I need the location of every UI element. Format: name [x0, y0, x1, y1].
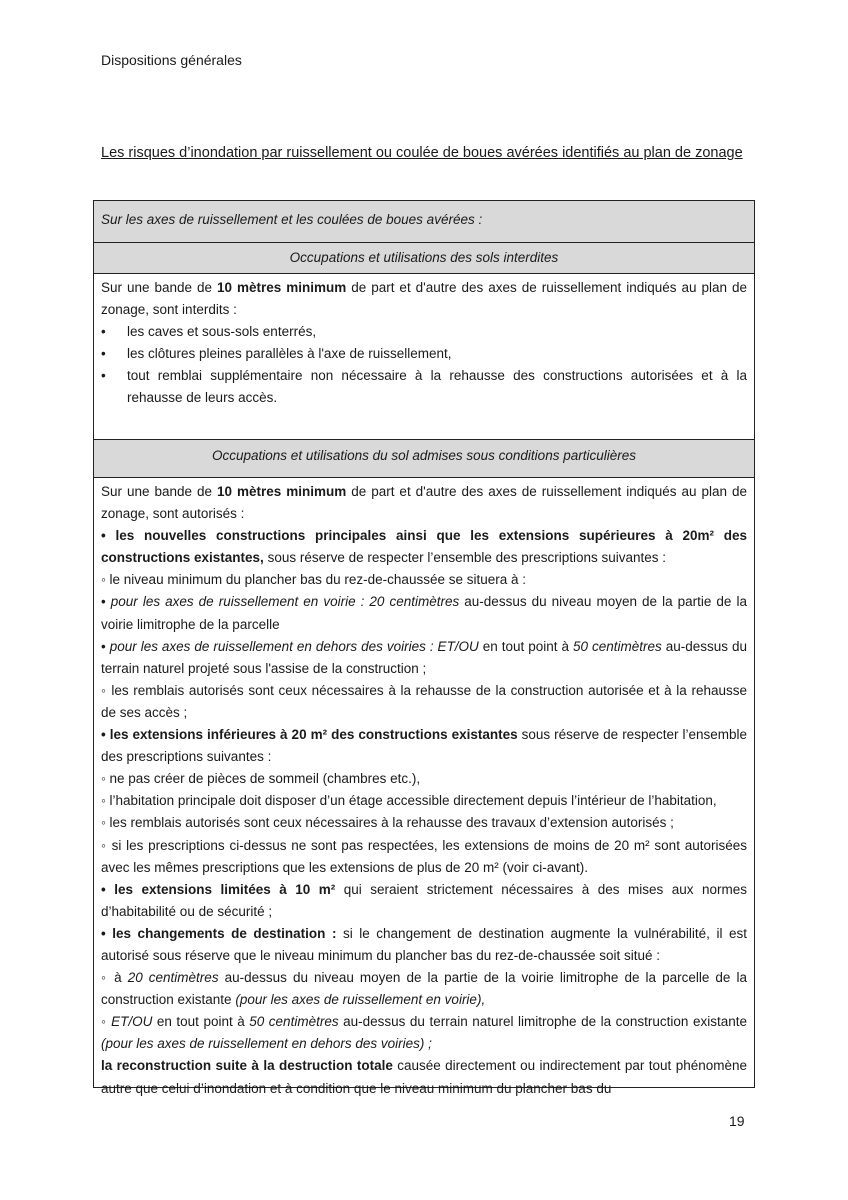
paragraph: ◦ à 20 centimètres au-dessus du niveau moyen de la partie de la voirie limitrophe de la parcelle de la construction existante (pour les axes de ruissellement en voirie),: [101, 970, 748, 1008]
paragraph: ◦ si les prescriptions ci-dessus ne sont pas respectées, les extensions de moins de 20 m² sont autorisées avec les mêmes prescriptions que les extensions de plus de 20 m² (voir ci-avant).: [101, 837, 747, 875]
regulation-table: [93, 200, 755, 1096]
bullet-icon: •: [101, 368, 106, 384]
bullet-icon: •: [101, 346, 106, 362]
paragraph: ◦ les remblais autorisés sont ceux nécessaires à la rehausse de la construction autorisée et à la rehausse de ses accès ;: [101, 682, 747, 720]
paragraph: ◦ ne pas créer de pièces de sommeil (chambres etc.),: [101, 771, 421, 787]
paragraph: • les changements de destination : si le changement de destination augmente la vulnérabilité, il est autorisé sous réserve que le niveau minimum du plancher bas du rez-de-chaussée soit situé :: [101, 925, 747, 963]
allowed-header: Occupations et utilisations du sol admises sous conditions particulières: [94, 439, 754, 478]
allowed-cell: [94, 478, 754, 1100]
paragraph: ◦ le niveau minimum du plancher bas du rez-de-chaussée se situera à :: [101, 572, 527, 588]
paragraph: • les extensions limitées à 10 m² qui seraient strictement nécessaires à des mises aux normes d’habitabilité ou de sécurité ;: [101, 881, 747, 919]
list-item: • les caves et sous-sols enterrés,: [101, 321, 747, 343]
paragraph: • pour les axes de ruissellement en voirie : 20 centimètres au-dessus du niveau moyen de la partie de la voirie limitrophe de la parcelle: [101, 594, 747, 632]
forbidden-intro: Sur une bande de 10 mètres minimum de part et d'autre des axes de ruissellement indiqués au plan de zonage, sont interdits :: [101, 280, 747, 318]
bullet-icon: •: [101, 324, 106, 340]
paragraph: • pour les axes de ruissellement en dehors des voiries : ET/OU en tout point à 50 centimètres au-dessus du terrain naturel projeté sous l'assise de la construction ;: [101, 638, 747, 676]
forbidden-cell: [94, 274, 754, 439]
paragraph: ◦ l’habitation principale doit disposer d’un étage accessible directement depuis l’intérieur de l’habitation,: [101, 793, 717, 809]
list-item: • tout remblai supplémentaire non nécessaire à la rehausse des constructions autorisées et à la rehausse de leurs accès.: [101, 365, 747, 409]
list-item: • les clôtures pleines parallèles à l'axe de ruissellement,: [101, 343, 747, 365]
paragraph: ◦ les remblais autorisés sont ceux nécessaires à la rehausse des travaux d’extension autorisés ;: [101, 815, 674, 831]
allowed-intro: Sur une bande de 10 mètres minimum de part et d'autre des axes de ruissellement indiqués au plan de zonage, sont autorisés :: [101, 484, 747, 522]
paragraph: • les nouvelles constructions principales ainsi que les extensions supérieures à 20m² des constructions existantes, sous réserve de respecter l’ensemble des prescriptions suivantes :: [101, 528, 747, 566]
page-number: 19: [729, 1113, 745, 1129]
paragraph: • les extensions inférieures à 20 m² des constructions existantes sous réserve de respecter l’ensemble des prescriptions suivantes :: [101, 727, 747, 765]
table-main-header: Sur les axes de ruissellement et les coulées de boues avérées :: [94, 201, 754, 243]
section-title: Les risques d’inondation par ruissellement ou coulée de boues avérées identifiés au plan de zonage: [101, 145, 743, 161]
paragraph: la reconstruction suite à la destruction totale causée directement ou indirectement par tout phénomène autre que celui d’inondation et à condition que le niveau minimum du plancher bas du: [101, 1058, 747, 1096]
paragraph: ◦ ET/OU en tout point à 50 centimètres au-dessus du terrain naturel limitrophe de la construction existante (pour les axes de ruissellement en dehors des voiries) ;: [101, 1014, 747, 1052]
forbidden-header: Occupations et utilisations des sols interdites: [94, 243, 754, 274]
page-header: Dispositions générales: [101, 52, 242, 68]
